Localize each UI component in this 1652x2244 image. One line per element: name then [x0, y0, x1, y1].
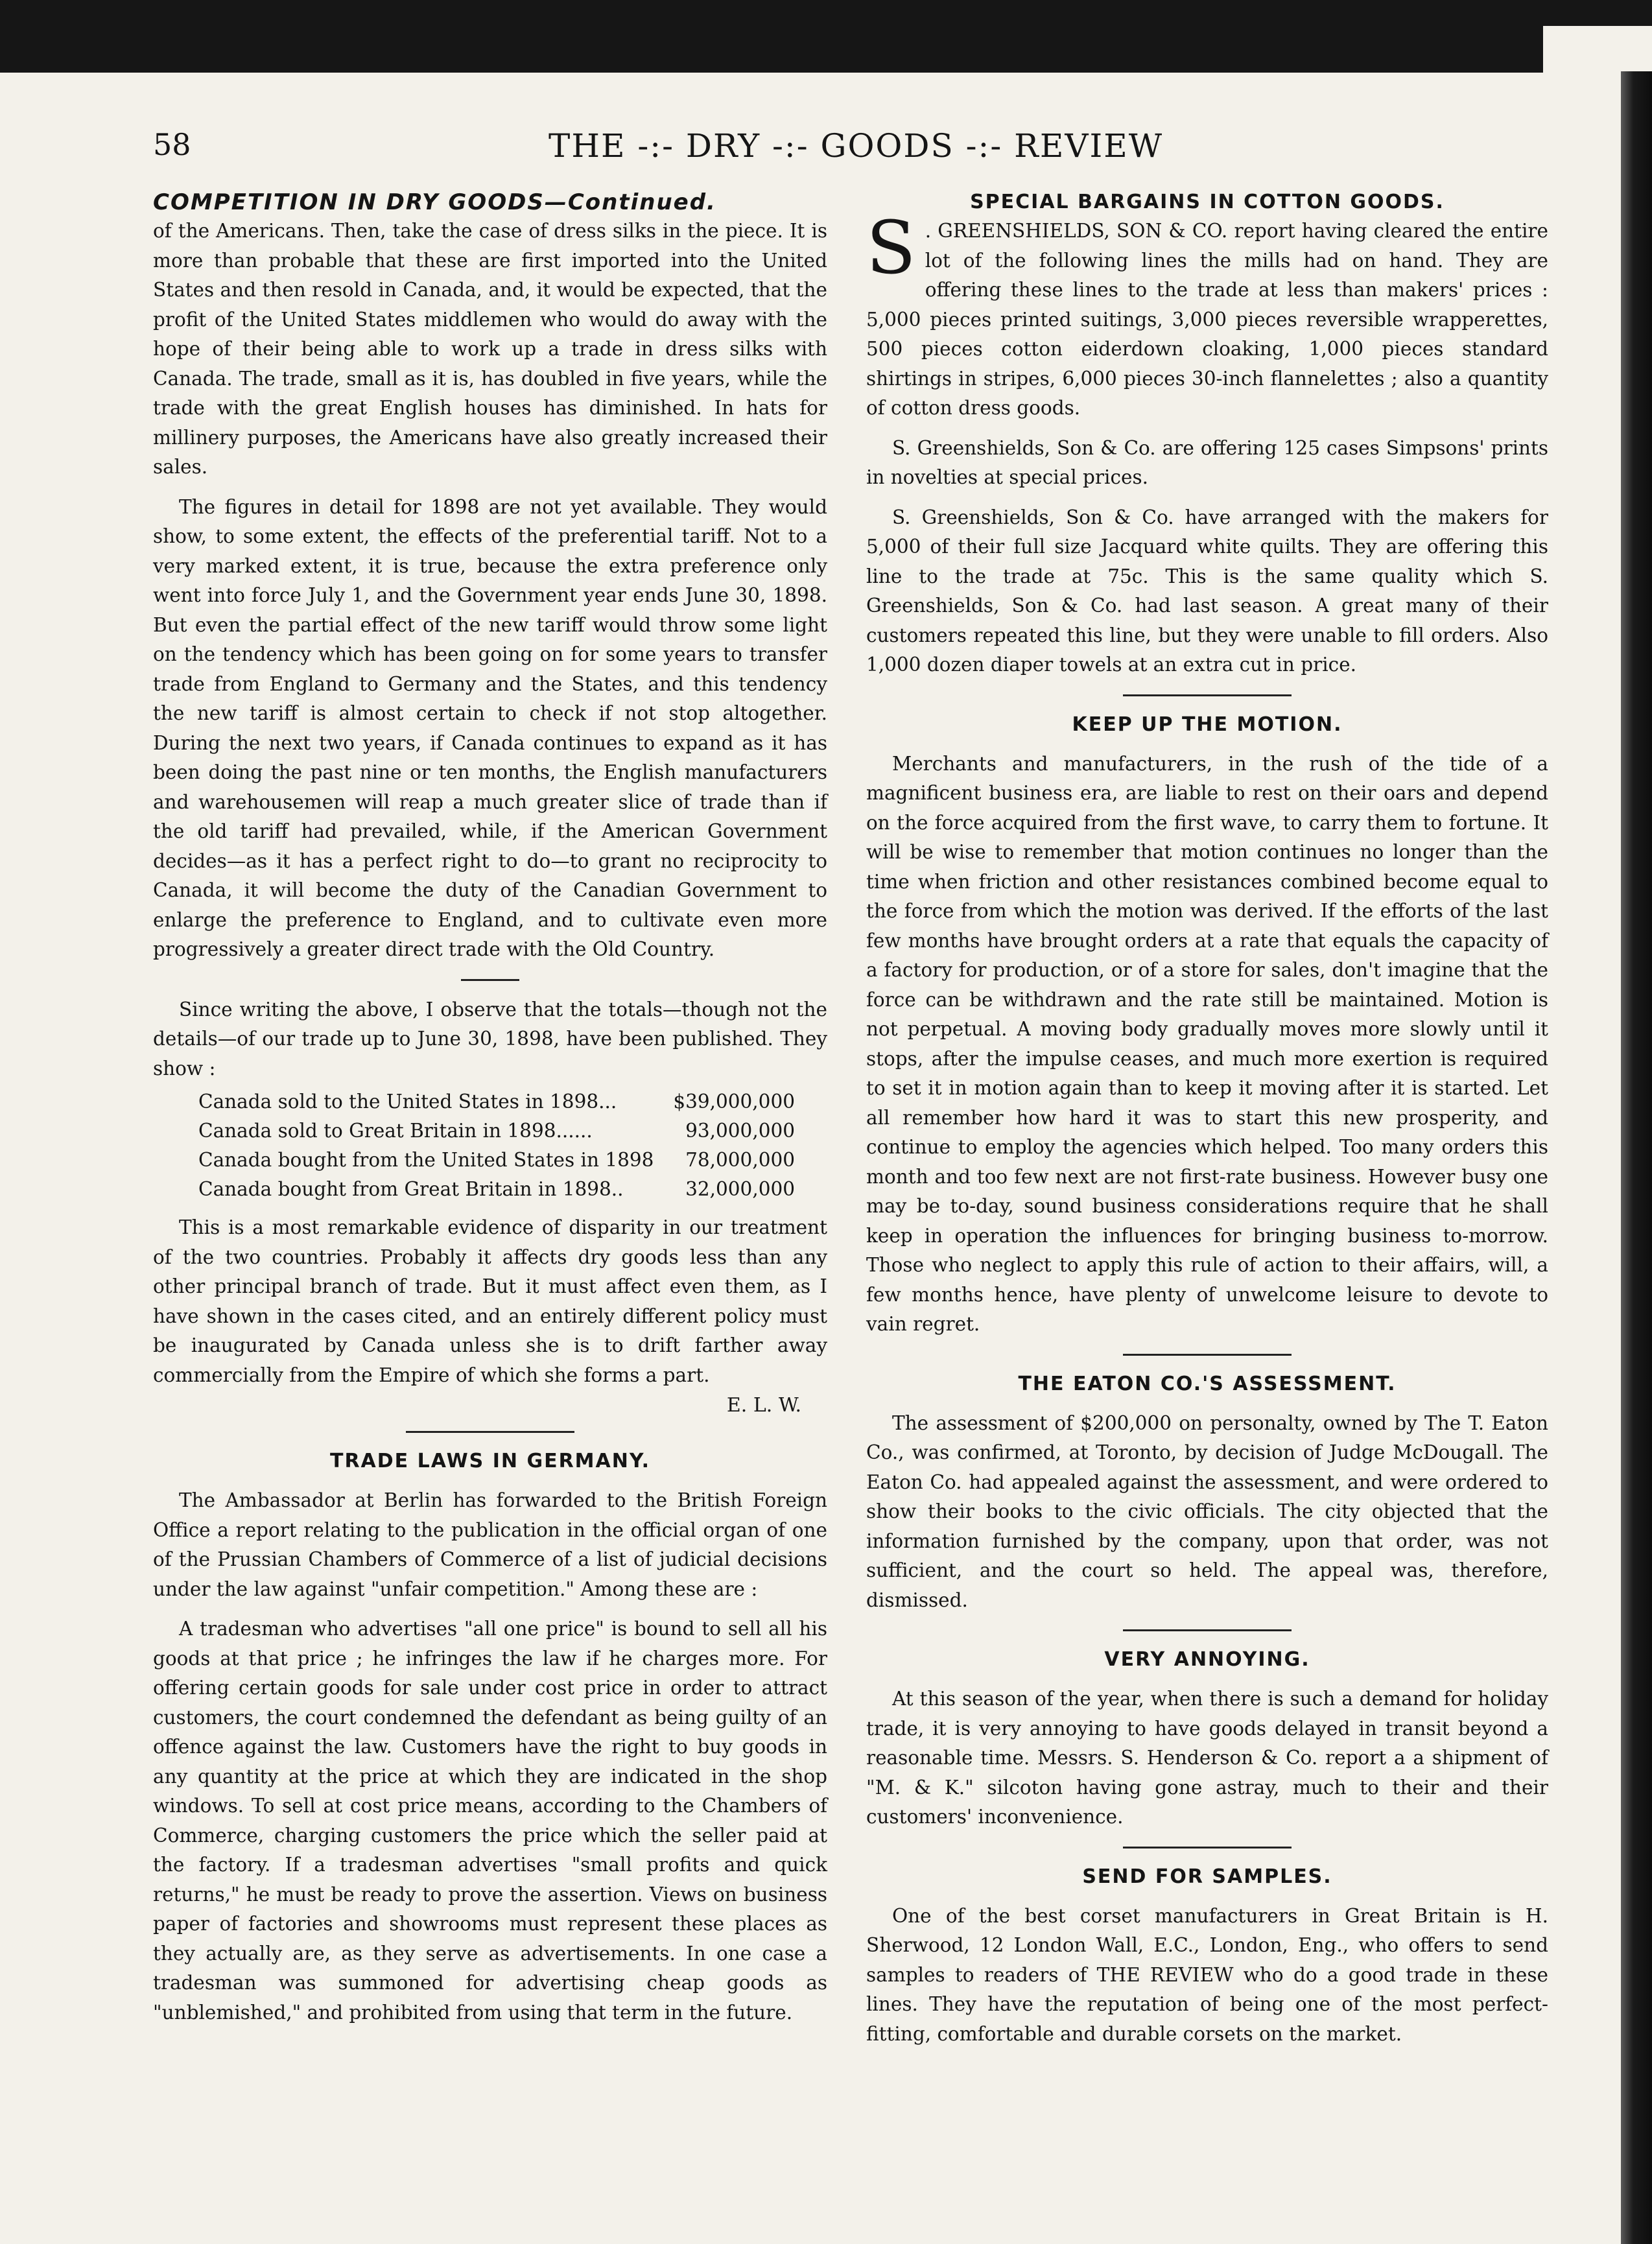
trade-row [198, 1116, 827, 1146]
trade-row [198, 1087, 827, 1116]
motion-heading: KEEP UP THE MOTION. [1072, 713, 1343, 736]
trade-laws-heading: TRADE LAWS IN GERMANY. [329, 1450, 650, 1472]
left-column [153, 188, 827, 2027]
trade-value: $39,000,000 [673, 1091, 795, 1113]
section-divider [406, 1431, 574, 1433]
trade-laws-paragraph-1: The Ambassador at Berlin has forwarded to the British Foreign Office a report relating to the publication in the official organ of one of the Prussian Chambers of Commerce of a list of judicial decisions under the law against "unfair competition." Among these are : [153, 1489, 827, 1600]
competition-closing-paragraph: This is a most remarkable evidence of disparity in our treatment of the two countries. Probably it affects dry goods less than any other principal branch of trade. But it must affect even them, as I have shown in the cases cited, and an entirely different policy must be inaugurated by Canada unless she is to drift farther away commercially from the Empire of which she forms a part. [153, 1216, 827, 1386]
trade-row [198, 1175, 827, 1204]
trade-value: 32,000,000 [685, 1178, 795, 1200]
trade-label: Canada sold to Great Britain in 1898...... [198, 1120, 593, 1142]
trade-label: Canada bought from the United States in 1898 [198, 1149, 654, 1171]
competition-paragraph-1: of the Americans. Then, take the case of dress silks in the piece. It is more than probable that these are first imported into the United States and then resold in Canada, and, it would be expected, that the profit of the United States middlemen who would do away with the hope of their being able to work up a trade in dress silks with Canada. The trade, small as it is, has doubled in five years, while the trade with the great English houses has diminished. In hats for millinery purposes, the Americans have also greatly increased their sales. [153, 220, 827, 478]
section-divider [461, 979, 519, 981]
trade-figures-table [198, 1087, 827, 1204]
section-divider [1123, 1354, 1292, 1356]
annoying-paragraph: At this season of the year, when there is such a demand for holiday trade, it is very annoying to have goods delayed in transit beyond a reasonable time. Messrs. S. Henderson & Co. report a a shipment of "M. & K." silcoton having gone astray, much to their and their customers' inconvenience. [866, 1688, 1548, 1828]
trade-label: Canada bought from Great Britain in 1898.. [198, 1178, 624, 1200]
bargains-first-text: . GREENSHIELDS, SON & CO. report having cleared the entire lot of the following lines the mills had on hand. They are offering these lines to the trade at less than makers' prices : 5,000 pieces printed suitings, 3,000 pieces reversible wrapperettes, 500 pieces cotton eiderdown cloaking, 1,000 pieces standard shirtings in stripes, 6,000 pieces 30-inch flannelettes ; also a quantity of cotton dress goods. [866, 220, 1548, 419]
bargains-paragraph-2: S. Greenshields, Son & Co. are offering 125 cases Simpsons' prints in novelties at special prices. [866, 436, 1548, 488]
scan-border-gap [1543, 26, 1652, 73]
drop-cap: S [866, 206, 916, 290]
trade-value: 78,000,000 [685, 1149, 795, 1171]
scan-top-border [0, 0, 1652, 73]
author-signature: E. L. W. [726, 1394, 801, 1417]
competition-paragraph-2: The figures in detail for 1898 are not yet available. They would show, to some extent, the effects of the preferential tariff. Not to a very marked extent, it is true, because the extra preference only went into force July 1, and the Government year ends June 30, 1898. But even the partial effect of the new tariff would throw some light on the tendency which has been going on for some years to transfer trade from England to Germany and the States, and this tendency the new tariff is almost certain to check if not stop altogether. During the next two years, if Canada continues to expand as it has been doing the past nine or ten months, the English manufacturers and warehousemen will reap a much greater slice of trade than if the old tariff had prevailed, while, if the American Government decides—as it has a perfect right to do—to grant no reciprocity to Canada, it will become the duty of the Canadian Government to enlarge the preference to England, and to cultivate even more progressively a greater direct trade with the Old Country. [153, 495, 827, 960]
scan-right-edge [1621, 71, 1652, 2244]
annoying-heading: VERY ANNOYING. [1104, 1648, 1310, 1671]
samples-heading: SEND FOR SAMPLES. [1082, 1865, 1332, 1888]
section-divider [1123, 1847, 1292, 1848]
page-header [153, 127, 1547, 172]
bargains-paragraph-3: S. Greenshields, Son & Co. have arranged with the makers for 5,000 of their full size Jacquard white quilts. They are offering this line to the trade at 75c. This is the same quality which S. Greenshields, Son & Co. had last season. A great many of their customers repeated this line, but they were unable to fill orders. Also 1,000 dozen diaper towels at an extra cut in price. [866, 506, 1548, 676]
trade-label: Canada sold to the United States in 1898... [198, 1091, 617, 1113]
bargains-heading: SPECIAL BARGAINS IN COTTON GOODS. [970, 191, 1445, 213]
competition-paragraph-3: Since writing the above, I observe that the totals—though not the details—of our trade up to June 30, 1898, have been published. They show : [153, 998, 827, 1080]
trade-row [198, 1146, 827, 1175]
right-column [866, 188, 1548, 2049]
trade-value: 93,000,000 [685, 1120, 795, 1142]
trade-laws-paragraph-2: A tradesman who advertises "all one price" is bound to sell all his goods at that price ; he infringes the law if he charges more. For offering certain goods for sale under cost price in order to attract customers, the court condemned the defendant as being guilty of an offence against the law. Customers have the right to buy goods in any quantity at the price at which they are indicated in the shop windows. To sell at cost price means, according to the Chambers of Commerce, charging customers the price which the seller paid at the factory. If a tradesman advertises "small profits and quick returns," he must be ready to prove the assertion. Views on business paper of factories and showrooms must represent these places as they actually are, as they serve as advertisements. In one case a tradesman was summoned for advertising cheap goods as "unblemished," and prohibited from using that term in the future. [153, 1618, 827, 2024]
section-divider [1123, 1629, 1292, 1631]
eaton-heading: THE EATON CO.'S ASSESSMENT. [1018, 1372, 1397, 1395]
page-number: 58 [153, 127, 191, 162]
section-divider [1123, 694, 1292, 696]
motion-paragraph: Merchants and manufacturers, in the rush of the tide of a magnificent business era, are liable to rest on their oars and depend on the force acquired from the first wave, to carry them to fortune. It will be wise to remember that motion continues no longer than the time when friction and other resistances combined become equal to the force from which the motion was derived. If the efforts of the last few months have brought orders at a rate that equals the capacity of a factory for production, or of a store for sales, don't imagine that the force can be withdrawn and the rate still be maintained. Motion is not perpetual. A moving body gradually moves more slowly until it stops, after the impulse ceases, and much more exertion is required to set it in motion again than to keep it moving after it is started. Let all remember how hard it was to start this new prosperity, and continue to employ the agencies which helped. Too many orders this month and too few next are not first-rate business. However busy one may be to-day, sound business considerations require that he shall keep in operation the influences for bringing business to-morrow. Those who neglect to apply this rule of action to their affairs, will, a few months hence, have plenty of unwelcome leisure to devote to vain regret. [866, 752, 1548, 1335]
competition-heading: COMPETITION IN DRY GOODS—Continued. [153, 189, 716, 215]
publication-title: THE -:- DRY -:- GOODS -:- REVIEW [549, 127, 1164, 165]
eaton-paragraph: The assessment of $200,000 on personalty, owned by The T. Eaton Co., was confirmed, at Toronto, by decision of Judge McDougall. The Eaton Co. had appealed against the assessment, and were ordered to show their books to the civic officials. The city objected that the information furnished by the company, upon that order, was not sufficient, and the court so held. The appeal was, therefore, dismissed. [866, 1411, 1548, 1611]
samples-paragraph: One of the best corset manufacturers in Great Britain is H. Sherwood, 12 London Wall, E.C., London, Eng., who offers to send samples to readers of THE REVIEW who do a good trade in these lines. They have the reputation of being one of the most perfect-fitting, comfortable and durable corsets on the market. [866, 1904, 1548, 2045]
bargains-paragraph-1 [866, 206, 1548, 423]
